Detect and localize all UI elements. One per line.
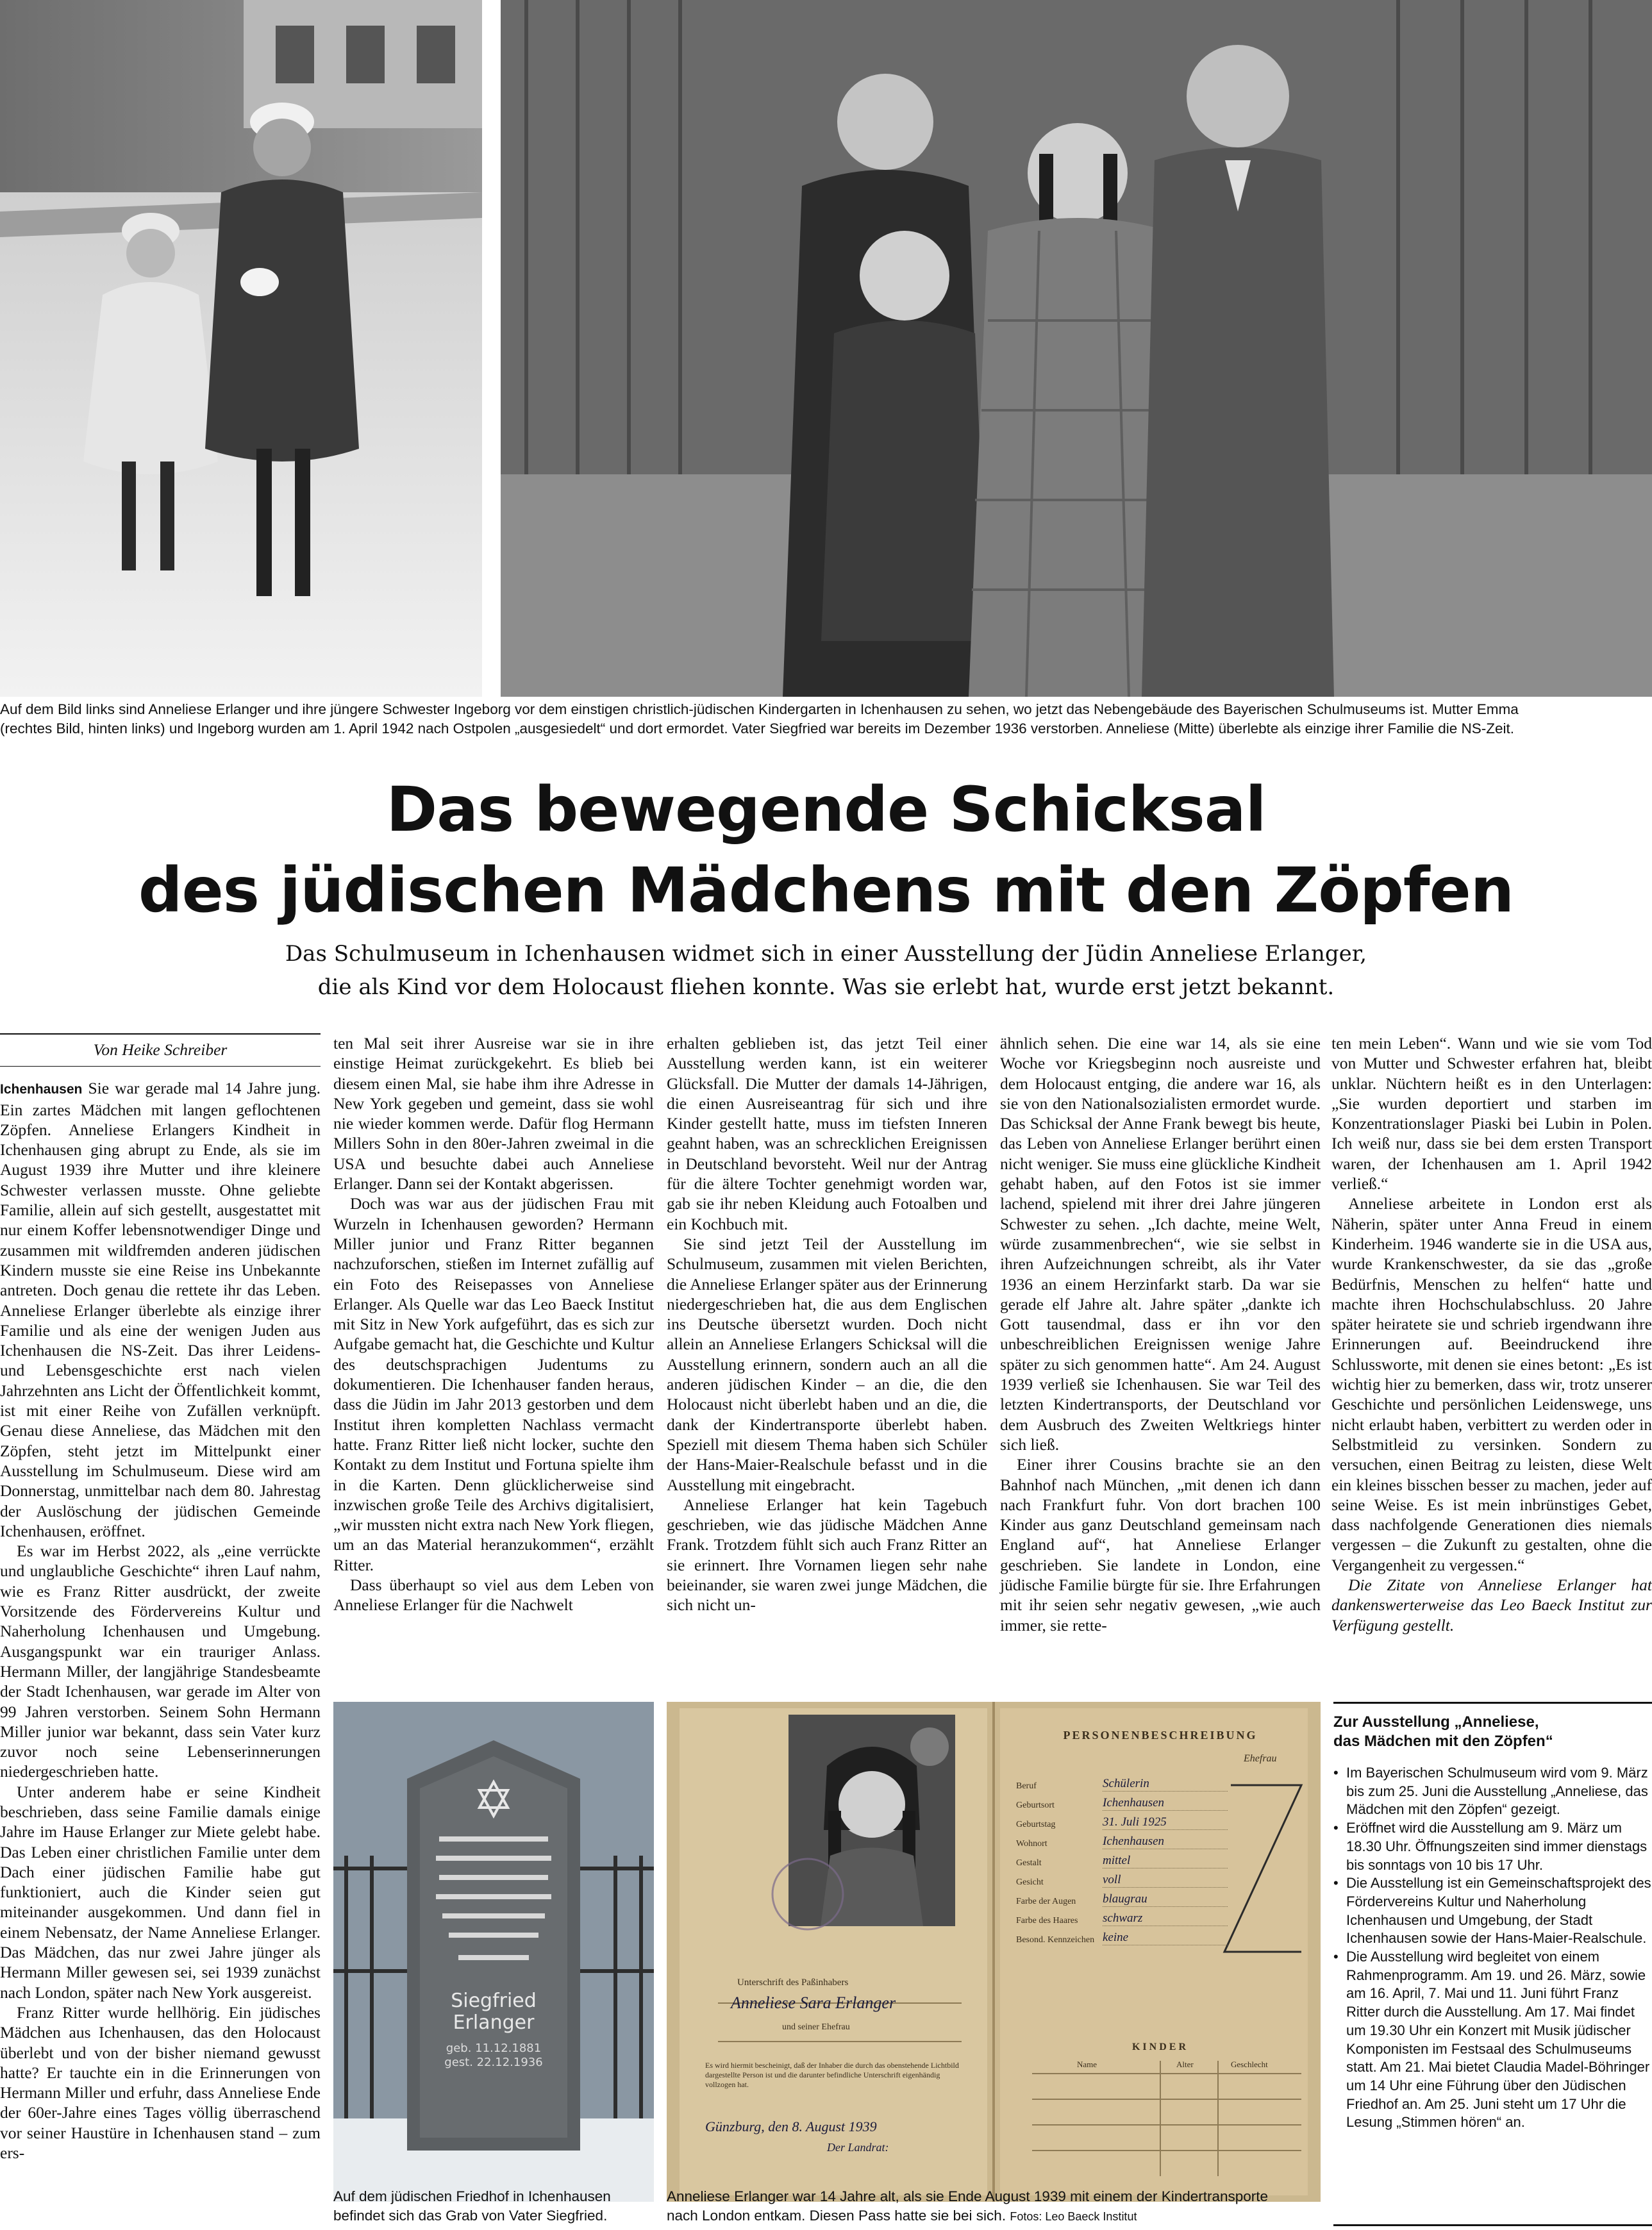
passport-field-row (1016, 1907, 1228, 1926)
passport-header: PERSONENBESCHREIBUNG (1063, 1729, 1258, 1742)
passport-field-label: Besond. Kennzeichen (1016, 1935, 1095, 1945)
article-column-4 (1000, 1033, 1321, 1635)
headline (0, 769, 1652, 931)
passport-caption-line-1: Anneliese Erlanger war 14 Jahre alt, als sie Ende August 1939 mit einem der Kindertransporte (667, 2188, 1269, 2204)
photo-credit: Fotos: Leo Baeck Institut (1010, 2210, 1137, 2223)
passport-kinder-header: KINDER (1131, 2042, 1189, 2052)
bullet-icon: • (1333, 1875, 1339, 1892)
top-photo-caption-line-1: Auf dem Bild links sind Anneliese Erlanger und ihre jüngere Schwester Ingeborg vor dem einstigen christlich-jüdischen Kindergarten in Ichenhausen zu sehen, wo jetzt das Nebengebäude des Bayerischen Schulmuseums ist. Mutter Emma (0, 701, 1519, 717)
subheadline-line-1: Das Schulmuseum in Ichenhausen widmet sich in einer Ausstellung der Jüdin Anneliese Erlanger, (285, 941, 1367, 967)
passport-field-value: 31. Juli 1925 (1103, 1815, 1228, 1830)
bullet-icon: • (1333, 1949, 1339, 1965)
quote-credit: Die Zitate von Anneliese Erlanger hat dankenswerterweise das Leo Baeck Institut zur Verfügung gestellt. (1331, 1576, 1652, 1635)
passport-authority: Der Landrat: (827, 2141, 889, 2154)
byline: Von Heike Schreiber (0, 1033, 321, 1067)
article-paragraph: Anneliese Erlanger hat kein Tagebuch geschrieben, wie das jüdische Mädchen Anne Frank. Trotzdem fühlt sich auch Franz Ritter an sie erinnert. Ihre Vornamen liegen sehr nahe beieinander, sie waren zwei junge Mädchen, die sich nicht un- (667, 1495, 987, 1615)
article-paragraph (0, 1078, 321, 1541)
passport-issue-line: Günzburg, den 8. August 1939 (705, 2118, 877, 2134)
passport-field-label: Wohnort (1016, 1839, 1047, 1849)
gravestone-date-birth: geb. 11.12.1881 (446, 2042, 542, 2055)
infobox-item-text: Die Ausstellung wird begleitet von einem Rahmenprogramm. Am 19. und 26. März, sowie am 16. April, 7. Mai und 11. Juni führt Franz Ritter durch die Ausstellung. Am 17. Mai findet um 19.30 Uhr ein Konzert mit Musik jüdischer Komponisten im Festsaal des Schulmuseums statt. Am 21. Mai bietet Claudia Madel-Böhringer um 14 Uhr eine Führung über den Jüdischen Friedhof an. Am 25. Juni steht um 17 Uhr die Lesung „Stimmen hören“ an. (1346, 1949, 1650, 2131)
passport-field-value: schwarz (1103, 1911, 1228, 1926)
top-photo-caption (0, 700, 1652, 738)
passport-field-row (1016, 1926, 1228, 1945)
article-paragraph: ten Mal seit ihrer Ausreise war sie in ihre einstige Heimat zurückgekehrt. Es blieb bei diesem einen Mal, sie habe ihm ihre Adresse in New York gegeben und gemeint, dass sie wohl nie wieder kommen werde. Dafür flog Hermann Millers Sohn in den 80er-Jahren zweimal in die USA und besuchte dabei auch Anneliese Erlanger. Dann sei der Kontakt abgerissen. (333, 1034, 654, 1194)
infobox-bottom-rule (1333, 2224, 1652, 2226)
article-column-2 (333, 1033, 654, 1615)
gravestone-name-line-1: Siegfried (451, 1990, 537, 2012)
article-column-3 (667, 1033, 987, 1615)
gravestone-name (420, 1990, 567, 2034)
headline-line-1: Das bewegende Schicksal (386, 774, 1266, 845)
infobox-list (1333, 1764, 1652, 2132)
infobox-item-text: Die Ausstellung ist ein Gemeinschaftsprojekt des Fördervereins Kultur und Naherholung Ichenhausen und Umgebung, der Stadt Ichenhausen sowie der Hans-Maier-Realschule. (1346, 1875, 1651, 1947)
passport-spouse-header: Ehefrau (1244, 1753, 1277, 1764)
passport-field-label: Beruf (1016, 1781, 1037, 1791)
passport-kinder-col-sex: Geschlecht (1231, 2059, 1268, 2069)
article-paragraph: Anneliese arbeitete in London erst als Näherin, später unter Anna Freud in einem Kinderheim. 1946 wanderte sie in die USA aus, wurde Krankenschwester, da sie das „große Bedürfnis, Menschen zu helfen“ hatte und machte ihren Hochschulabschluss. 20 Jahre später heiratete sie und schrieb irgendwann ihre Erinnerungen auf. Beeindruckend ihre Schlussworte, mit denen sie eines betont: „Es ist wichtig hier zu bemerken, dass wir, trotz unserer Geschichte und persönlichen Leidenswege, uns nicht erlaubt haben, verbittert zu werden oder in Selbstmitleid zu versinken. Sondern zu versuchen, einen Beitrag zu leisten, diese Welt ein kleines bisschen besser zu machen, jeder auf seine Weise. Es ist mein inbrünstiges Gebet, dass nachfolgende Generationen dies niemals vergessen – die Zukunft zu gestalten, ohne die Vergangenheit zu vergessen.“ (1331, 1194, 1652, 1574)
headline-line-2: des jüdischen Mädchens mit den Zöpfen (138, 854, 1514, 926)
passport-caption-line-2 (667, 2206, 1321, 2226)
passport-field-row (1016, 1811, 1228, 1830)
gravestone-dates (420, 2042, 567, 2070)
passport-caption-text: nach London entkam. Diesen Pass hatte sie bei sich. (667, 2208, 1006, 2224)
subheadline-line-2: die als Kind vor dem Holocaust fliehen konnte. Was sie erlebt hat, wurde erst jetzt bekannt. (317, 974, 1335, 1000)
grave-photo-caption (333, 2187, 654, 2226)
passport-field-label: Geburtsort (1016, 1801, 1055, 1810)
list-item (1333, 1948, 1652, 2132)
passport-field-label: Gesicht (1016, 1877, 1044, 1887)
infobox-title (1333, 1713, 1652, 1751)
grave-caption-line-2: befindet sich das Grab von Vater Siegfried. (333, 2208, 608, 2224)
passport-signature-label: Unterschrift des Paßinhabers (737, 1977, 849, 1988)
article-paragraph: Doch was war aus der jüdischen Frau mit Wurzeln in Ichenhausen geworden? Hermann Miller junior und Franz Ritter begannen nachzuforschen, stießen im Internet zufällig auf ein Foto des Reisepasses von Anneliese Erlanger. Als Quelle war das Leo Baeck Institut mit Sitz in New York aufgeführt, das es sich zur Aufgabe gemacht hat, die Geschichte und Kultur des deutschsprachigen Judentums zu dokumentieren. Die Ichenhauser fanden heraus, dass die Jüdin im Jahr 2013 gestorben und dem Institut ihren kompletten Nachlass vermacht hatte. Franz Ritter ließ nicht locker, suchte den Kontakt zu dem Institut und Fortuna spielte ihm in die Karten. Denn glücklicherweise sind inzwischen große Teile des Archivs digitalisiert, „wir mussten nicht extra nach New York fliegen, um an das Material heranzukommen“, erzählt Ritter. (333, 1194, 654, 1574)
photo-gravestone (333, 1702, 654, 2202)
article-column-5 (1331, 1033, 1652, 1635)
article-paragraph: Einer ihrer Cousins brachte sie an den Bahnhof nach München, „mit denen ich dann nach Frankfurt fuhr. Von dort brachen 100 Kinder aus ganz Deutschland gemeinsam nach England auf“, hat Anneliese Erlanger geschrieben. Sie landete in London, eine jüdische Familie bürgte für sie. Ihre Erfahrungen mit ihr seien sehr negativ gewesen, „wie auch immer, sie rette- (1000, 1455, 1321, 1635)
infobox-item-text: Eröffnet wird die Ausstellung am 9. März um 18.30 Uhr. Öffnungszeiten sind immer dienstags bis sonntags von 10 bis 17 Uhr. (1346, 1820, 1648, 1873)
passport-field-value: keine (1103, 1931, 1228, 1945)
infobox-title-line-2: das Mädchen mit den Zöpfen“ (1333, 1733, 1553, 1750)
passport-field-value: mittel (1103, 1854, 1228, 1868)
article-text: Sie war gerade mal 14 Jahre jung. Ein zartes Mädchen mit langen geflochtenen Zöpfen. Anneliese Erlangers Kindheit in Ichenhausen ging abrupt zu Ende, als sie im August 1939 ihre Mutter und ihre kleinere Schwester verlassen musste. Ohne geliebte Familie, allein auf sich gestellt, ausgestattet mit nur einem Koffer lebensnotwendiger Dinge und zusammen mit wildfremden anderen jüdischen Kindern musste sie eine Reise ins Unbekannte antreten. Doch genau die rettete ihr das Leben. Anneliese Erlanger überlebte als einzige ihrer Familie und als eine der wenigen Juden aus Ichenhausen die NS-Zeit. Das ihrer Leidens- und Lebensgeschichte erst nach vielen Jahrzehnten ans Licht der Öffentlichkeit kommt, ist mit einer Reihe von Zufällen verknüpft. Genau diese Anneliese, das Mädchen mit den Zöpfen, steht jetzt im Mittelpunkt einer Ausstellung im Schulmuseum. Diese wird am Donnerstag, unmittelbar nach dem 80. Jahrestag der Auslöschung der jüdischen Gemeinde Ichenhausen, eröffnet. (0, 1079, 321, 1540)
article-paragraph: ten mein Leben“. Wann und wie sie vom Tod von Mutter und Schwester erfahren hat, bleibt unklar. Nüchtern heißt es in den Unterlagen: „Sie wurden deportiert und starben im Konzentrationslager Piaski bei Lubin in Polen. Ich weiß nur, dass sie bei dem ersten Transport waren, der Ichenhausen am 1. April 1942 verließ.“ (1331, 1034, 1652, 1194)
passport-field-value: Ichenhausen (1103, 1835, 1228, 1849)
passport-field-label: Geburtstag (1016, 1820, 1056, 1829)
article-paragraph: Unter anderem habe er seine Kindheit beschrieben, dass seine Familie damals einige Jahre im Hause Erlanger zur Miete gelebt habe. Das Leben einer christlichen Familie unter dem Dach einer jüdischen Familie habe gut funktioniert, auch die Kinder seien gut miteinander ausgekommen. Und dann fiel in einem Nebensatz, der Name Anneliese Erlanger. Das Mädchen, das nur zwei Jahre jünger als Hermann Miller gewesen sei, sei 1939 zunächst nach London, später nach New York ausgereist. (0, 1782, 321, 2002)
article-paragraph: Sie sind jetzt Teil der Ausstellung im Schulmuseum, zusammen mit vielen Berichten, die Anneliese Erlanger später aus der Erinnerung niedergeschrieben hat, die aus dem Englischen ins Deutsche übersetzt wurden. Doch nicht allein an Anneliese Erlangers Schicksal will die Ausstellung erinnern, sondern auch an all die anderen jüdischen Kinder – an die, die den Holocaust nicht überlebt haben und an die, die dank der Kindertransporte überlebt haben. Speziell mit diesem Thema haben sich Schüler der Hans-Maier-Realschule befasst und in die Ausstellung mit eingebracht. (667, 1234, 987, 1494)
bullet-icon: • (1333, 1765, 1339, 1781)
article-paragraph: Franz Ritter wurde hellhörig. Ein jüdisches Mädchen aus Ichenhausen, das den Holocaust überlebt und von der bisher niemand gewusst hatte? Er tauchte ein in die Erinnerungen von Hermann Miller und erfuhr, dass Anneliese Ende der 60er-Jahre eines Tages völlig überraschend vor seiner Haustüre in Ichenhausen stand – zum ers- (0, 2002, 321, 2163)
passport-field-value: Schülerin (1103, 1777, 1228, 1792)
passport-field-row (1016, 1849, 1228, 1868)
passport-field-value: Ichenhausen (1103, 1796, 1228, 1811)
list-item (1333, 1764, 1652, 1819)
passport-certification: Es wird hiermit bescheinigt, daß der Inhaber die durch das obenstehende Lichtbild dargestellte Person ist und die darunter befindliche Unterschrift eigenhändig vollzogen hat. (705, 2061, 959, 2089)
infobox-title-line-1: Zur Ausstellung „Anneliese, (1333, 1713, 1539, 1731)
article-paragraph: Es war im Herbst 2022, als „eine verrückte und unglaubliche Geschichte“ ihren Lauf nahm, wie es Franz Ritter ausdrückt, der zweite Vorsitzende des Fördervereins Kultur und Naherholung Ichenhausen und Umgebung. Ausgangspunkt war ein trauriger Anlass. Hermann Miller, der langjährige Standesbeamte der Stadt Ichenhausen, war gerade im Alter von 99 Jahren verstorben. Seinem Sohn Hermann Miller junior war bekannt, dass sein Vater kurz zuvor noch seine Lebenserinnerungen niedergeschrieben hatte. (0, 1542, 321, 1781)
article-paragraph: ähnlich sehen. Die eine war 14, als sie eine Woche vor Kriegsbeginn noch ausreiste und dem Holocaust entging, die andere war 16, als sie von den Nationalsozialisten ermordet wurde. Das Schicksal der Anne Frank bewegt bis heute, das Leben von Anneliese Erlanger berührt einen nicht weniger. Sie muss eine glückliche Kindheit gehabt haben, auf den Fotos ist sie immer lachend, spielend mit ihrer drei Jahre jüngeren Schwester zu sehen. „Ich dachte, meine Welt, würde zusammenbrechen“, wie sie selbst in ihren Aufzeichnungen schreibt, als ihr Vater 1936 an einem Herzinfarkt starb. Da war sie gerade elf Jahre alt. Jahre später „dankte ich Gott tausendmal, dass er ihn vor den unbeschreiblichen Ereignissen wenige Jahre später zu sich genommen hatte“. Am 24. August 1939 verließ sie Ichenhausen. Sie war Teil des letzten Kindertransports, der Deutschland vor dem Ausbruch des Zweiten Weltkriegs hinter sich ließ. (1000, 1034, 1321, 1454)
passport-field-row (1016, 1888, 1228, 1907)
passport-photo-caption (667, 2187, 1321, 2226)
photo-sisters-kindergarten (0, 0, 482, 697)
passport-fields (1016, 1772, 1228, 1945)
grave-caption-line-1: Auf dem jüdischen Friedhof in Ichenhausen (333, 2188, 611, 2204)
list-item (1333, 1819, 1652, 1874)
passport-field-value: voll (1103, 1873, 1228, 1888)
article-column-1 (0, 1033, 321, 2163)
gravestone-date-death: gest. 22.12.1936 (444, 2056, 543, 2069)
passport-field-row (1016, 1868, 1228, 1888)
passport-field-row (1016, 1830, 1228, 1849)
dateline: Ichenhausen (0, 1082, 83, 1097)
infobox-item-text: Im Bayerischen Schulmuseum wird vom 9. März bis zum 25. Juni die Ausstellung „Anneliese, das Mädchen mit den Zöpfen“ gezeigt. (1346, 1765, 1648, 1818)
passport-field-label: Farbe der Augen (1016, 1897, 1076, 1906)
passport-kinder-col-age: Alter (1176, 2059, 1194, 2069)
photo-passport (667, 1702, 1321, 2202)
article-paragraph: erhalten geblieben ist, das jetzt Teil einer Ausstellung werden kann, ist ein weiterer Glücksfall. Die Mutter der damals 14-Jährigen, die einen Ausreiseantrag für sich und ihre Kinder gestellt hatte, muss im tiefsten Inneren geahnt haben, was an schrecklichen Ereignissen in Deutschland bevorsteht. Weil nur der Antrag für die ältere Tochter genehmigt worden war, gab sie ihr neben Kleidung auch Fotoalben und ein Kochbuch mit. (667, 1034, 987, 1233)
article-paragraph: Dass überhaupt so viel aus dem Leben von Anneliese Erlanger für die Nachwelt (333, 1576, 654, 1615)
passport-field-value: blaugrau (1103, 1892, 1228, 1907)
bullet-icon: • (1333, 1820, 1339, 1836)
exhibition-infobox (1333, 1702, 1652, 2226)
passport-signature: Anneliese Sara Erlanger (731, 1993, 896, 2012)
list-item (1333, 1874, 1652, 1948)
gravestone-name-line-2: Erlanger (453, 2011, 535, 2034)
subheadline (0, 937, 1652, 1004)
passport-field-label: Farbe des Haares (1016, 1916, 1078, 1926)
passport-kinder-col-name: Name (1077, 2059, 1097, 2069)
passport-spouse-label: und seiner Ehefrau (782, 2022, 850, 2032)
passport-field-row (1016, 1772, 1228, 1792)
photo-family-group (501, 0, 1652, 697)
passport-field-row (1016, 1792, 1228, 1811)
top-photo-caption-line-2: (rechtes Bild, hinten links) und Ingeborg wurden am 1. April 1942 nach Ostpolen „ausgesiedelt“ und dort ermordet. Vater Siegfried war bereits im Dezember 1936 verstorben. Anneliese (Mitte) überlebte als einzige ihrer Familie die NS-Zeit. (0, 720, 1515, 736)
passport-field-label: Gestalt (1016, 1858, 1042, 1868)
